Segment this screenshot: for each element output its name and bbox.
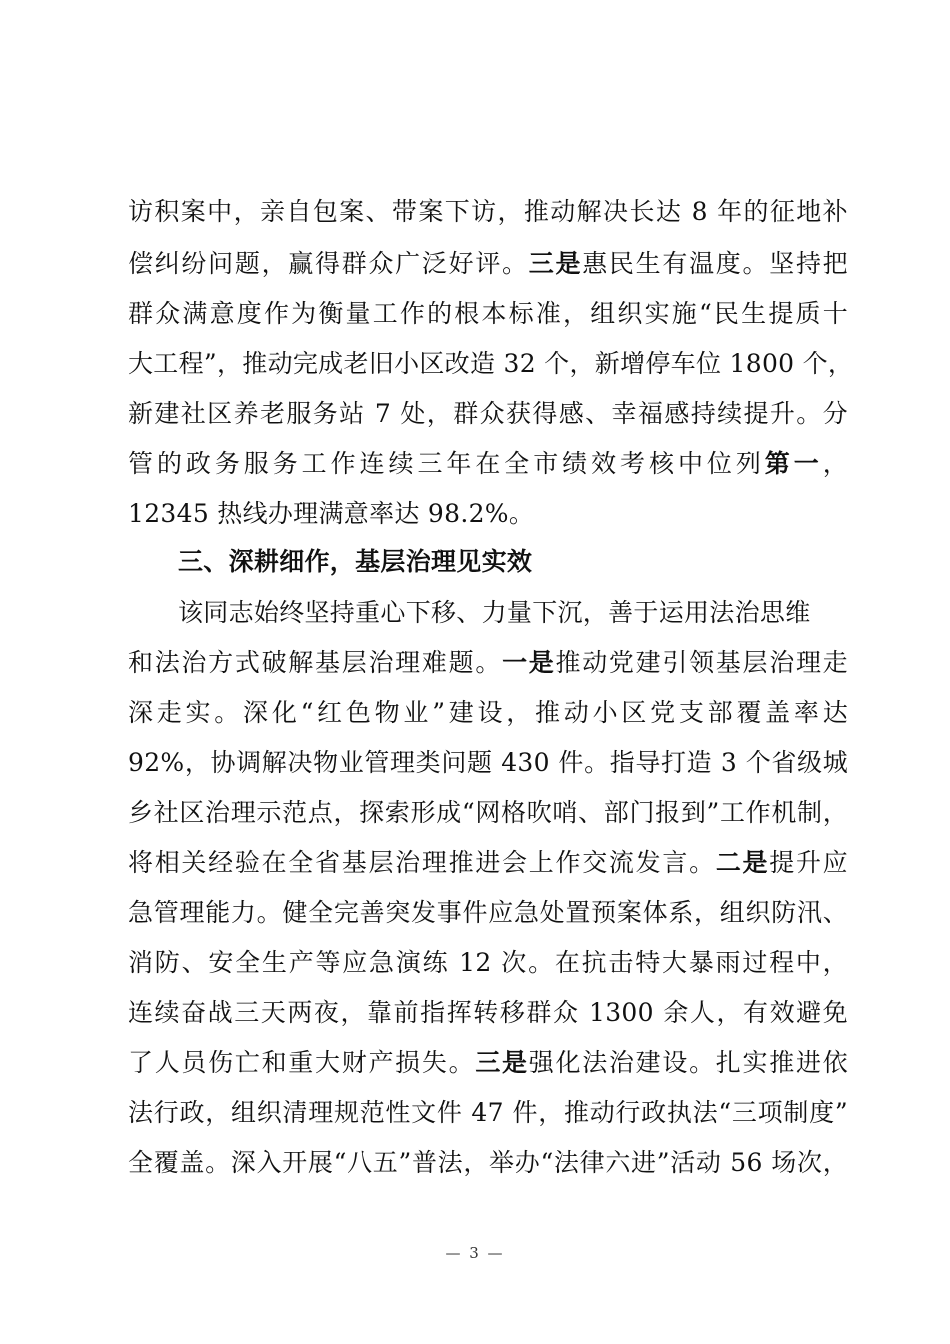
text-segment: 偿纠纷问题，赢得群众广泛好评。 [128, 249, 529, 278]
text-line-6 [128, 438, 848, 490]
text-segment: 12345 热线办理满意率达 98.2%。 [128, 499, 535, 528]
text-segment: 将相关经验在全省基层治理推进会上作交流发言。 [128, 848, 716, 877]
text-line-13 [128, 787, 848, 839]
section-heading [178, 536, 532, 588]
text-line-7 [128, 488, 534, 540]
text-segment: 大工程”，推动完成老旧小区改造 32 个，新增停车位 1800 个， [128, 349, 854, 378]
page-number: — 3 — [445, 1244, 505, 1262]
text-segment: 新建社区养老服务站 7 处，群众获得感、幸福感持续提升。分 [128, 399, 848, 428]
text-line-18 [128, 1037, 848, 1089]
text-segment: 法行政，组织清理规范性文件 47 件，推动行政执法“三项制度” [128, 1098, 848, 1127]
emphasis-text: 第一 [764, 449, 823, 478]
text-segment: 提升应 [769, 848, 848, 877]
text-line-17 [128, 987, 848, 1039]
text-segment: 连续奋战三天两夜，靠前指挥转移群众 1300 余人，有效避免 [128, 998, 848, 1027]
text-segment: 全覆盖。深入开展“八五”普法，举办“法律六进”活动 56 场次， [128, 1148, 848, 1177]
text-line-9 [178, 587, 811, 639]
text-line-12 [128, 737, 848, 789]
text-segment: 和法治方式破解基层治理难题。 [128, 648, 503, 677]
text-segment: 乡社区治理示范点，探索形成“网格吹哨、部门报到”工作机制， [128, 798, 848, 827]
text-segment: 92%，协调解决物业管理类问题 430 件。指导打造 3 个省级城 [128, 748, 848, 777]
emphasis-text: 二是 [715, 848, 770, 877]
text-segment: 消防、安全生产等应急演练 12 次。在抗击特大暴雨过程中， [128, 948, 848, 977]
emphasis-text: 三是 [528, 249, 583, 278]
emphasis-text: 三是 [475, 1048, 529, 1077]
text-line-3 [128, 288, 848, 340]
text-segment: 管的政务服务工作连续三年在全市绩效考核中位列 [128, 449, 765, 478]
text-segment: 群众满意度作为衡量工作的根本标准，组织实施“民生提质十 [128, 299, 848, 328]
text-segment: 该同志始终坚持重心下移、力量下沉，善于运用法治思维 [178, 598, 811, 627]
text-line-11 [128, 687, 848, 739]
text-segment: 访积案中，亲自包案、带案下访，推动解决长达 8 年的征地补 [128, 197, 848, 226]
text-line-16 [128, 937, 848, 989]
text-segment: 惠民生有温度。坚持把 [582, 249, 848, 278]
text-line-19 [128, 1087, 848, 1139]
text-segment: 强化法治建设。扎实推进依 [528, 1048, 848, 1077]
text-line-15 [128, 887, 848, 939]
text-line-2 [128, 238, 848, 290]
emphasis-text: 一是 [502, 648, 556, 677]
section-heading-text: 三、深耕细作，基层治理见实效 [178, 547, 533, 576]
text-line-10 [128, 637, 848, 689]
text-segment: 了人员伤亡和重大财产损失。 [128, 1048, 476, 1077]
text-line-20 [128, 1137, 848, 1189]
text-segment: 深走实。深化“红色物业”建设，推动小区党支部覆盖率达 [128, 698, 848, 727]
text-line-14 [128, 837, 848, 889]
text-line-5 [128, 388, 848, 440]
text-segment: 急管理能力。健全完善突发事件应急处置预案体系，组织防汛、 [128, 898, 848, 927]
text-segment: 推动党建引领基层治理走 [555, 648, 848, 677]
text-line-1 [128, 186, 848, 238]
text-segment: ， [822, 449, 848, 478]
text-line-4 [128, 338, 854, 390]
